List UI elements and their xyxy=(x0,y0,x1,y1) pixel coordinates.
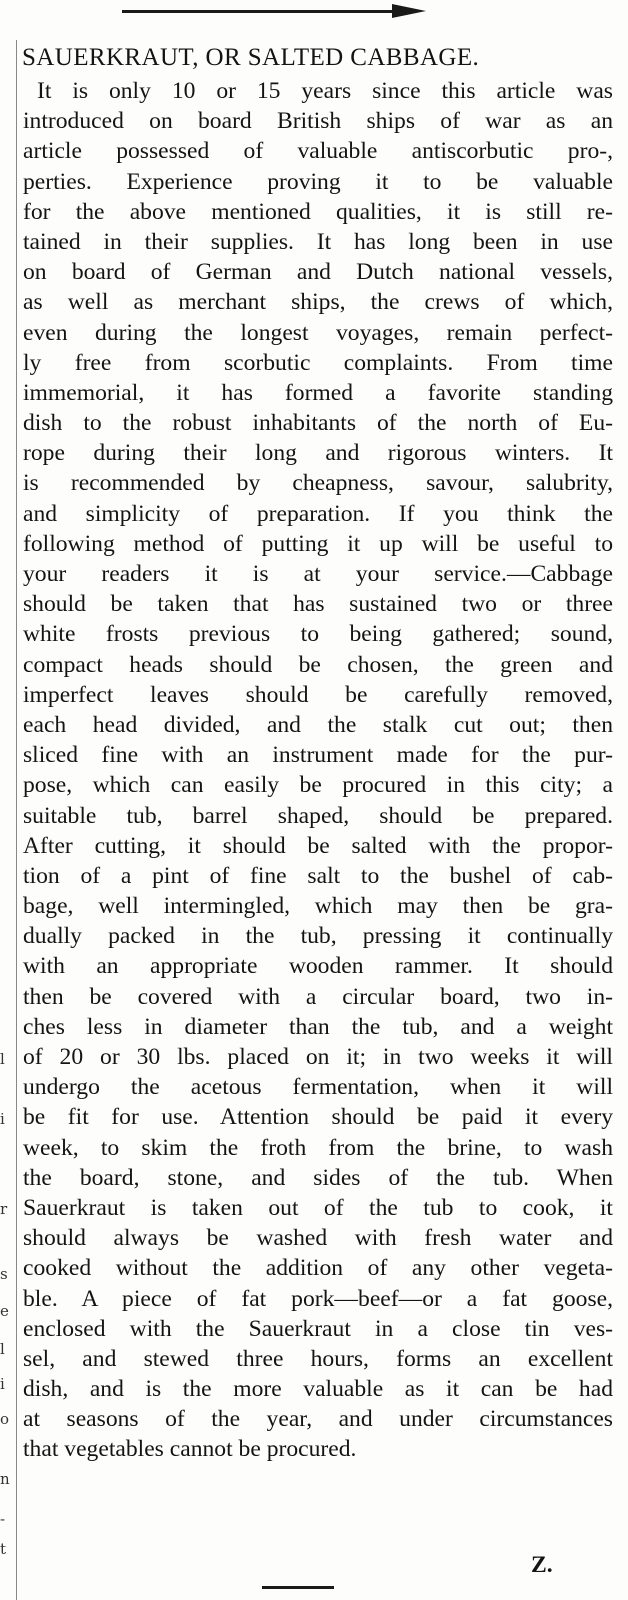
article-line: Sauerkraut is taken out of the tub to cook, it xyxy=(23,1194,613,1221)
article-line: even during the longest voyages, remain perfect- xyxy=(23,319,613,346)
article-line: tion of a pint of fine salt to the bushel of cab- xyxy=(23,862,613,889)
article-line: each head divided, and the stalk cut out; then xyxy=(23,711,613,738)
article-line: imperfect leaves should be carefully removed, xyxy=(23,681,613,708)
article-line: at seasons of the year, and under circumstances xyxy=(23,1406,613,1433)
article-line: perties. Experience proving it to be valuable xyxy=(23,168,613,195)
article-line: It is only 10 or 15 years since this article was xyxy=(37,78,613,104)
article-line: be fit for use. Attention should be paid it every xyxy=(23,1104,613,1131)
article-line: that vegetables cannot be procured. xyxy=(23,1436,357,1463)
article-line: cooked without the addition of any other vegeta- xyxy=(23,1255,613,1282)
article-line: then be covered with a circular board, two in- xyxy=(23,983,613,1010)
article-line: pose, which can easily be procured in this city; a xyxy=(23,772,613,799)
article-line: tained in their supplies. It has long been in use xyxy=(23,228,613,255)
article-line: enclosed with the Sauerkraut in a close tin ves- xyxy=(23,1315,613,1342)
article-line: and simplicity of preparation. If you think the xyxy=(23,500,613,527)
article-line: compact heads should be chosen, the green and xyxy=(23,651,613,678)
article-line: your readers it is at your service.—Cabbage xyxy=(23,561,613,587)
article-body xyxy=(23,76,613,1465)
margin-fragment: t xyxy=(0,1540,7,1558)
article-line: ches less in diameter than the tub, and a weight xyxy=(23,1013,613,1040)
article-line: on board of German and Dutch national vessels, xyxy=(23,259,613,286)
top-decorative-rule xyxy=(122,10,392,13)
article-line: should be taken that has sustained two or three xyxy=(23,591,613,618)
article-line: with an appropriate wooden rammer. It should xyxy=(23,953,613,980)
article-line: for the above mentioned qualities, it is still re- xyxy=(23,198,613,225)
article-line: suitable tub, barrel shaped, should be prepared. xyxy=(23,802,613,829)
article-line: dually packed in the tub, pressing it continually xyxy=(23,923,613,950)
article-line: rope during their long and rigorous winters. It xyxy=(23,440,613,467)
margin-fragment: n xyxy=(0,1470,10,1488)
bottom-decorative-rule xyxy=(262,1586,334,1589)
margin-fragment: s xyxy=(0,1265,8,1283)
article-line: as well as merchant ships, the crews of which, xyxy=(23,289,613,316)
article-line: week, to skim the froth from the brine, to wash xyxy=(23,1134,613,1161)
margin-fragment: - xyxy=(0,1510,6,1528)
article-line: ly free from scorbutic complaints. From time xyxy=(23,349,613,376)
article-line: sliced fine with an instrument made for the pur- xyxy=(23,742,613,769)
margin-fragment: i xyxy=(0,1375,5,1393)
article-headline: SAUERKRAUT, OR SALTED CABBAGE. xyxy=(22,44,480,71)
article-line: undergo the acetous fermentation, when it will xyxy=(23,1074,613,1101)
article-line: bage, well intermingled, which may then be gra- xyxy=(23,893,613,920)
article-line: following method of putting it up will be useful to xyxy=(23,530,613,557)
article-line: sel, and stewed three hours, forms an excellent xyxy=(23,1345,613,1372)
article-line: After cutting, it should be salted with the propor- xyxy=(23,832,613,859)
top-rule-arrow-tip xyxy=(392,4,426,18)
article-line: introduced on board British ships of war as an xyxy=(23,108,613,135)
margin-fragment: o xyxy=(0,1410,10,1428)
article-line: should always be washed with fresh water and xyxy=(23,1225,613,1252)
adjacent-column-fragments xyxy=(0,40,12,1600)
margin-fragment: i xyxy=(0,1110,5,1128)
article-line: of 20 or 30 lbs. placed on it; in two weeks it will xyxy=(23,1044,613,1070)
margin-fragment: l xyxy=(0,1050,5,1068)
author-signature: Z. xyxy=(531,1552,553,1578)
article-line: is recommended by cheapness, savour, salubrity, xyxy=(23,470,613,497)
article-line: article possessed of valuable antiscorbutic pro-, xyxy=(23,138,613,165)
article-line: the board, stone, and sides of the tub. When xyxy=(23,1164,613,1191)
article-line: immemorial, it has formed a favorite standing xyxy=(23,379,613,406)
margin-fragment: l xyxy=(0,1340,5,1358)
article-line: ble. A piece of fat pork—beef—or a fat goose, xyxy=(23,1285,613,1312)
article-line: white frosts previous to being gathered; sound, xyxy=(23,621,613,648)
margin-fragment: e xyxy=(0,1302,9,1320)
margin-fragment: r xyxy=(0,1200,8,1218)
article-line: dish to the robust inhabitants of the north of Eu- xyxy=(23,410,613,437)
column-divider xyxy=(16,40,17,1600)
article-line: dish, and is the more valuable as it can be had xyxy=(23,1376,613,1403)
